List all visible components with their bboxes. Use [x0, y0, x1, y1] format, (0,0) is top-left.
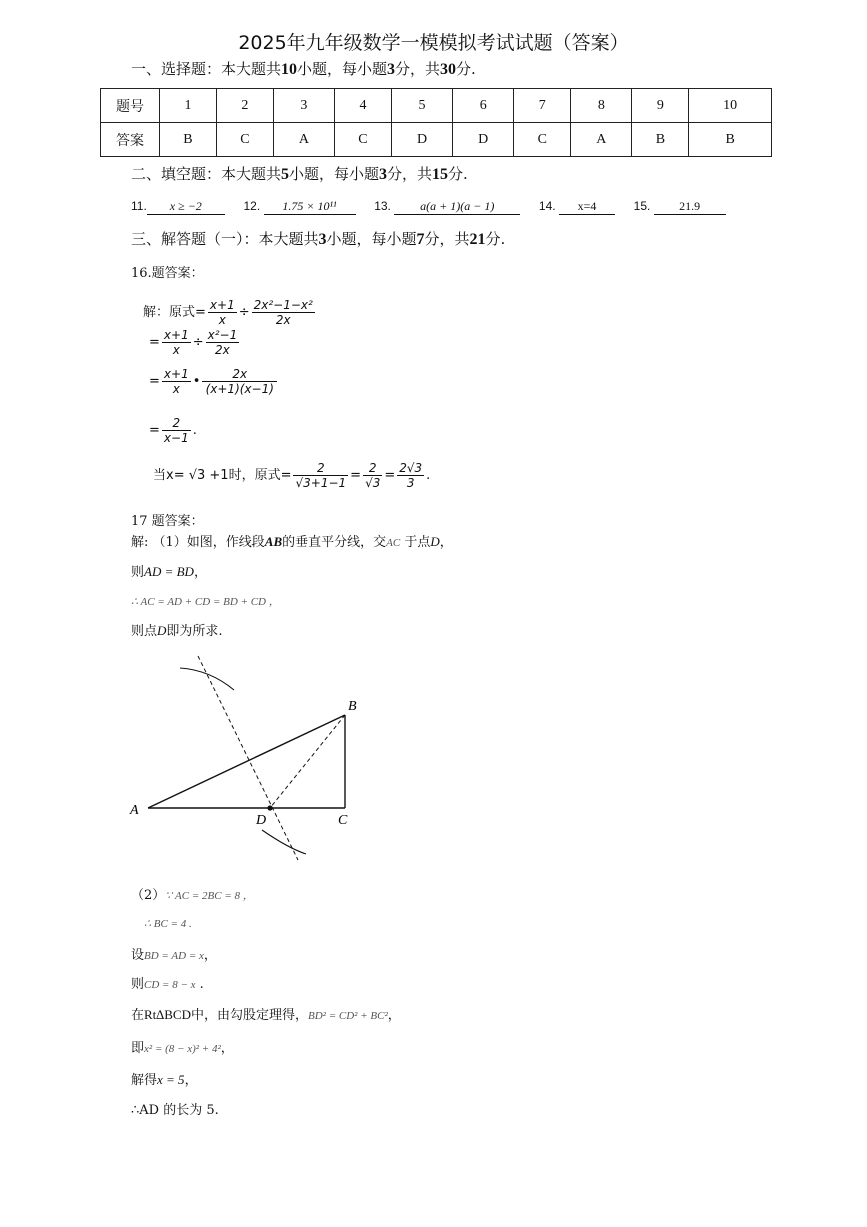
section-1-suffix: 分.	[456, 60, 476, 78]
q17-heading: 17 题答案：	[131, 514, 204, 529]
section-3-heading	[131, 228, 505, 249]
section-2-mid2: 分，共	[387, 165, 433, 183]
section-3-suffix: 分.	[485, 230, 506, 248]
q16-heading: 16.题答案：	[131, 266, 204, 281]
answer-table	[100, 88, 772, 157]
table-cell: 4	[335, 89, 392, 123]
table-cell: 3	[273, 89, 334, 123]
section-2-count: 5	[281, 166, 290, 183]
table-row-numbers	[101, 89, 772, 123]
section-1-heading	[131, 58, 476, 79]
construction-arc-top	[180, 668, 234, 690]
table-cell: C	[216, 123, 273, 157]
table-cell: B	[632, 123, 689, 157]
q17-line-3: ∴ AC = AD + CD = BD + CD ，	[131, 596, 280, 608]
section-2-heading	[131, 163, 468, 184]
fraction: $\frac{2}{√3}$	[365, 461, 381, 490]
q12-answer: 1.75 × 10¹¹	[264, 199, 356, 215]
q16-step-3: = $\frac{x+1}{x}$ • $\frac{2x}{(x+1)(x-1)}$	[149, 367, 279, 396]
section-2-points: 3	[379, 166, 388, 183]
q15-answer: 21.9	[654, 199, 726, 215]
segment-bd	[270, 715, 345, 808]
page-title: 2025年九年级数学一模模拟考试试题（答案）	[238, 32, 629, 54]
label-b: B	[348, 699, 357, 714]
q17-part2-line-7: 解得x = 5，	[131, 1072, 198, 1088]
table-cell: B	[160, 123, 217, 157]
triangle-construction-figure	[120, 650, 380, 890]
q17-part2-line-5: 在Rt∆BCD中，由勾股定理得，BD² = CD² + BC²，	[131, 1007, 401, 1023]
construction-arc-bottom	[262, 830, 306, 854]
fraction: $\frac{2}{x-1}$	[163, 416, 189, 445]
section-1-count: 10	[281, 61, 298, 78]
fraction: $\frac{\text{x²−1}}{2x}$	[207, 328, 238, 357]
table-head-answer: 答案	[101, 123, 160, 157]
table-cell: C	[335, 123, 392, 157]
q17-part2-line-4: 则CD = 8 − x .	[131, 977, 204, 992]
q16-step-4: = $\frac{2}{x-1}$ .	[149, 416, 197, 445]
q17-conclusion: ∴AD 的长为 5.	[131, 1103, 219, 1118]
q16-step-2: = $\frac{x+1}{x}$ ÷ $\frac{\text{x²−1}}{2x}$	[149, 328, 238, 357]
table-cell: B	[689, 123, 772, 157]
table-cell: D	[391, 123, 452, 157]
q14-answer: x=4	[559, 199, 615, 215]
table-head-number: 题号	[101, 89, 160, 123]
table-cell: C	[514, 123, 571, 157]
q17-part2-line-2: ∴ BC = 4 .	[144, 918, 192, 930]
point-d	[267, 805, 272, 810]
table-cell: 6	[453, 89, 514, 123]
table-cell: A	[571, 123, 632, 157]
section-2-suffix: 分.	[448, 165, 468, 183]
q11-label: 11.	[131, 199, 147, 213]
section-3-mid2: 分，共	[424, 230, 470, 248]
segment-ab	[148, 715, 345, 808]
table-cell: 7	[514, 89, 571, 123]
fraction: $\frac{x+1}{x}$	[163, 367, 189, 396]
q15-label: 15.	[633, 199, 651, 213]
fraction: $\frac{2x}{(x+1)(x-1)}$	[202, 367, 277, 396]
q16-jie: 解：原式=	[143, 305, 206, 320]
table-cell: A	[273, 123, 334, 157]
q14-label: 14.	[538, 199, 556, 213]
table-cell: D	[453, 123, 514, 157]
perpendicular-bisector	[198, 656, 298, 860]
label-a: A	[130, 803, 139, 818]
q17-line-1: 解: （1）如图，作线段AB的垂直平分线，交AC 于点D，	[131, 534, 453, 550]
q12-label: 12.	[243, 199, 261, 213]
fraction: $\frac{2√3}{3}$	[399, 461, 423, 490]
section-2-total: 15	[432, 166, 449, 183]
q17-part2-line-6: 即x² = (8 − x)² + 4²，	[131, 1041, 234, 1056]
fraction: $\frac{2}{√3+1-1}$	[295, 461, 347, 490]
section-1-mid2: 分，共	[395, 60, 441, 78]
section-3-count: 3	[318, 231, 327, 248]
section-3-mid1: 小题，每小题	[326, 230, 417, 248]
section-1-total: 30	[440, 61, 457, 78]
q13-answer: a(a + 1)(a − 1)	[394, 199, 520, 215]
table-cell: 2	[216, 89, 273, 123]
table-cell: 1	[160, 89, 217, 123]
q16-evaluate: 当x= √3 +1时，原式= $\frac{2}{√3+1-1}$ = $\frac{2}{√3}$ = $\frac{2√3}{3}$ .	[153, 461, 431, 490]
q11-answer: x ≥ −2	[147, 199, 225, 215]
table-cell: 8	[571, 89, 632, 123]
section-1-points: 3	[387, 61, 396, 78]
section-1-mid1: 小题，每小题	[297, 60, 388, 78]
fraction: $\frac{x+1}{x}$	[163, 328, 189, 357]
q16-step-1: 解：原式= $\frac{x+1}{x}$ ÷ $\frac{\text{2x²−1−x²}}{2x}$	[143, 298, 313, 327]
section-2-mid1: 小题，每小题	[289, 165, 380, 183]
sqrt-3: √3	[188, 468, 206, 483]
table-cell: 5	[391, 89, 452, 123]
q17-part2-line-3: 设BD = AD = x，	[131, 948, 217, 963]
table-cell: 10	[689, 89, 772, 123]
section-3-points: 7	[416, 231, 425, 248]
section-2-prefix: 二、填空题：本大题共	[131, 165, 282, 183]
fill-answers	[131, 199, 726, 215]
q17-line-4: 则点D即为所求.	[131, 623, 223, 639]
label-c: C	[338, 813, 348, 828]
table-row-answers	[101, 123, 772, 157]
fraction: $\frac{\text{2x²−1−x²}}{2x}$	[253, 298, 313, 327]
section-1-prefix: 一、选择题：本大题共	[131, 60, 282, 78]
fraction: $\frac{x+1}{x}$	[209, 298, 235, 327]
section-3-total: 21	[469, 231, 486, 248]
q17-part2-line-1: （2）∵ AC = 2BC = 8 ，	[131, 888, 254, 903]
label-d: D	[256, 813, 267, 828]
section-3-prefix: 三、解答题（一）：本大题共	[131, 230, 319, 248]
q13-label: 13.	[374, 199, 391, 213]
q17-line-2: 则AD = BD，	[131, 564, 207, 580]
table-cell: 9	[632, 89, 689, 123]
